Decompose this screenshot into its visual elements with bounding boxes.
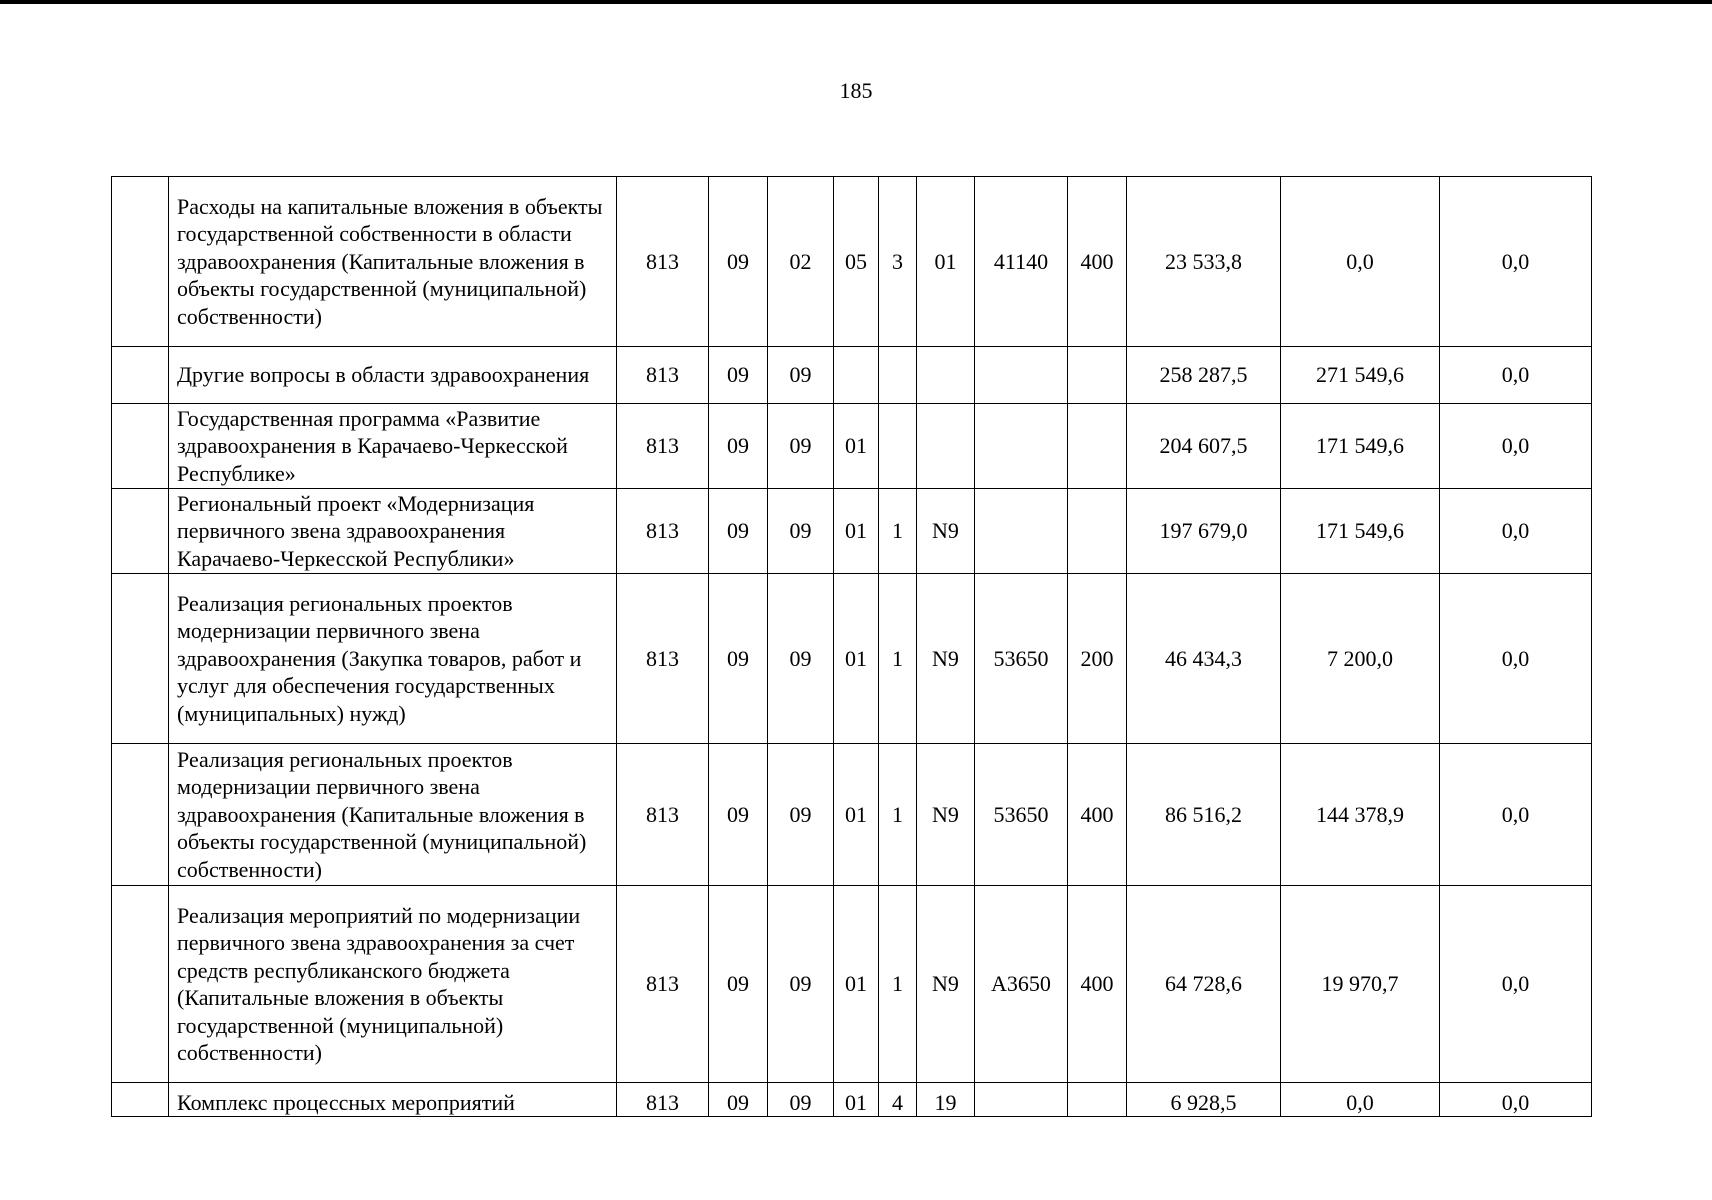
direction-code-cell — [975, 1083, 1068, 1117]
subsection-code-cell: 09 — [768, 886, 834, 1083]
row-index-cell — [112, 404, 169, 489]
subsection-code-cell: 09 — [768, 744, 834, 886]
main-event-code-cell: N9 — [917, 744, 975, 886]
row-index-cell — [112, 489, 169, 574]
table-row — [112, 886, 1592, 1083]
amount-2024-cell: 271 549,6 — [1281, 347, 1440, 404]
program-code-cell: 01 — [834, 886, 879, 1083]
description-cell: Реализация региональных проектов модернизации первичного звена здравоохранения (Капитальные вложения в объекты государственной (муниципальной) собственности) — [169, 744, 617, 886]
amount-2024-cell: 144 378,9 — [1281, 744, 1440, 886]
table-row — [112, 404, 1592, 489]
row-index-cell — [112, 886, 169, 1083]
amount-2025-cell: 0,0 — [1440, 489, 1592, 574]
subprogram-code-cell: 4 — [879, 1083, 917, 1117]
section-code-cell: 09 — [709, 489, 768, 574]
scan-top-edge — [0, 0, 1712, 4]
description-cell: Реализация региональных проектов модернизации первичного звена здравоохранения (Закупка товаров, работ и услуг для обеспечения государственных (муниципальных) нужд) — [169, 574, 617, 744]
main-event-code-cell: N9 — [917, 574, 975, 744]
main-event-code-cell: N9 — [917, 489, 975, 574]
amount-2023-cell: 86 516,2 — [1127, 744, 1281, 886]
section-code-cell: 09 — [709, 744, 768, 886]
subprogram-code-cell: 1 — [879, 886, 917, 1083]
subsection-code-cell: 09 — [768, 347, 834, 404]
amount-2024-cell: 171 549,6 — [1281, 489, 1440, 574]
row-index-cell — [112, 347, 169, 404]
program-code-cell: 01 — [834, 489, 879, 574]
program-code-cell: 01 — [834, 574, 879, 744]
page-number: 185 — [839, 78, 873, 103]
section-code-cell: 09 — [709, 886, 768, 1083]
description-cell: Реализация мероприятий по модернизации первичного звена здравоохранения за счет средств республиканского бюджета (Капитальные вложения в объекты государственной (муниципальной) собственности) — [169, 886, 617, 1083]
subprogram-code-cell: 3 — [879, 177, 917, 347]
section-code-cell: 09 — [709, 404, 768, 489]
amount-2025-cell: 0,0 — [1440, 404, 1592, 489]
description-cell: Комплекс процессных мероприятий — [169, 1083, 617, 1117]
budget-table — [111, 176, 1592, 1117]
amount-2024-cell: 0,0 — [1281, 177, 1440, 347]
ministry-code-cell: 813 — [617, 886, 709, 1083]
subsection-code-cell: 09 — [768, 489, 834, 574]
amount-2023-cell: 204 607,5 — [1127, 404, 1281, 489]
expense-type-cell: 400 — [1068, 886, 1127, 1083]
row-index-cell — [112, 177, 169, 347]
row-index-cell — [112, 1083, 169, 1117]
main-event-code-cell — [917, 404, 975, 489]
ministry-code-cell: 813 — [617, 489, 709, 574]
amount-2023-cell: 64 728,6 — [1127, 886, 1281, 1083]
amount-2023-cell: 197 679,0 — [1127, 489, 1281, 574]
section-code-cell: 09 — [709, 574, 768, 744]
expense-type-cell — [1068, 347, 1127, 404]
amount-2025-cell: 0,0 — [1440, 177, 1592, 347]
program-code-cell: 01 — [834, 744, 879, 886]
amount-2025-cell: 0,0 — [1440, 886, 1592, 1083]
amount-2023-cell: 46 434,3 — [1127, 574, 1281, 744]
table-row — [112, 489, 1592, 574]
amount-2025-cell: 0,0 — [1440, 347, 1592, 404]
ministry-code-cell: 813 — [617, 1083, 709, 1117]
description-cell: Государственная программа «Развитие здравоохранения в Карачаево-Черкесской Республике» — [169, 404, 617, 489]
amount-2025-cell: 0,0 — [1440, 744, 1592, 886]
description-cell: Расходы на капитальные вложения в объекты государственной собственности в области здравоохранения (Капитальные вложения в объекты государственной (муниципальной) собственности) — [169, 177, 617, 347]
subsection-code-cell: 09 — [768, 404, 834, 489]
expense-type-cell: 400 — [1068, 744, 1127, 886]
subprogram-code-cell: 1 — [879, 489, 917, 574]
direction-code-cell: 53650 — [975, 744, 1068, 886]
amount-2024-cell: 0,0 — [1281, 1083, 1440, 1117]
expense-type-cell: 200 — [1068, 574, 1127, 744]
expense-type-cell — [1068, 404, 1127, 489]
ministry-code-cell: 813 — [617, 574, 709, 744]
subprogram-code-cell — [879, 404, 917, 489]
ministry-code-cell: 813 — [617, 404, 709, 489]
amount-2024-cell: 171 549,6 — [1281, 404, 1440, 489]
ministry-code-cell: 813 — [617, 744, 709, 886]
expense-type-cell: 400 — [1068, 177, 1127, 347]
section-code-cell: 09 — [709, 1083, 768, 1117]
description-cell: Региональный проект «Модернизация первичного звена здравоохранения Карачаево-Черкесской Республики» — [169, 489, 617, 574]
section-code-cell: 09 — [709, 347, 768, 404]
direction-code-cell — [975, 347, 1068, 404]
subprogram-code-cell — [879, 347, 917, 404]
ministry-code-cell: 813 — [617, 347, 709, 404]
program-code-cell — [834, 347, 879, 404]
table-row — [112, 347, 1592, 404]
row-index-cell — [112, 744, 169, 886]
subsection-code-cell: 09 — [768, 1083, 834, 1117]
amount-2024-cell: 7 200,0 — [1281, 574, 1440, 744]
amount-2023-cell: 6 928,5 — [1127, 1083, 1281, 1117]
table-row — [112, 744, 1592, 886]
subprogram-code-cell: 1 — [879, 744, 917, 886]
direction-code-cell — [975, 489, 1068, 574]
program-code-cell: 01 — [834, 1083, 879, 1117]
subprogram-code-cell: 1 — [879, 574, 917, 744]
main-event-code-cell: 19 — [917, 1083, 975, 1117]
main-event-code-cell: N9 — [917, 886, 975, 1083]
direction-code-cell: А3650 — [975, 886, 1068, 1083]
subsection-code-cell: 09 — [768, 574, 834, 744]
program-code-cell: 05 — [834, 177, 879, 347]
expense-type-cell — [1068, 489, 1127, 574]
table-row — [112, 574, 1592, 744]
ministry-code-cell: 813 — [617, 177, 709, 347]
direction-code-cell: 41140 — [975, 177, 1068, 347]
subsection-code-cell: 02 — [768, 177, 834, 347]
amount-2025-cell: 0,0 — [1440, 574, 1592, 744]
amount-2025-cell: 0,0 — [1440, 1083, 1592, 1117]
program-code-cell: 01 — [834, 404, 879, 489]
table-row — [112, 1083, 1592, 1117]
table-row — [112, 177, 1592, 347]
amount-2024-cell: 19 970,7 — [1281, 886, 1440, 1083]
amount-2023-cell: 258 287,5 — [1127, 347, 1281, 404]
section-code-cell: 09 — [709, 177, 768, 347]
table-body — [112, 177, 1592, 1117]
direction-code-cell — [975, 404, 1068, 489]
description-cell: Другие вопросы в области здравоохранения — [169, 347, 617, 404]
expense-type-cell — [1068, 1083, 1127, 1117]
row-index-cell — [112, 574, 169, 744]
main-event-code-cell: 01 — [917, 177, 975, 347]
main-event-code-cell — [917, 347, 975, 404]
direction-code-cell: 53650 — [975, 574, 1068, 744]
amount-2023-cell: 23 533,8 — [1127, 177, 1281, 347]
